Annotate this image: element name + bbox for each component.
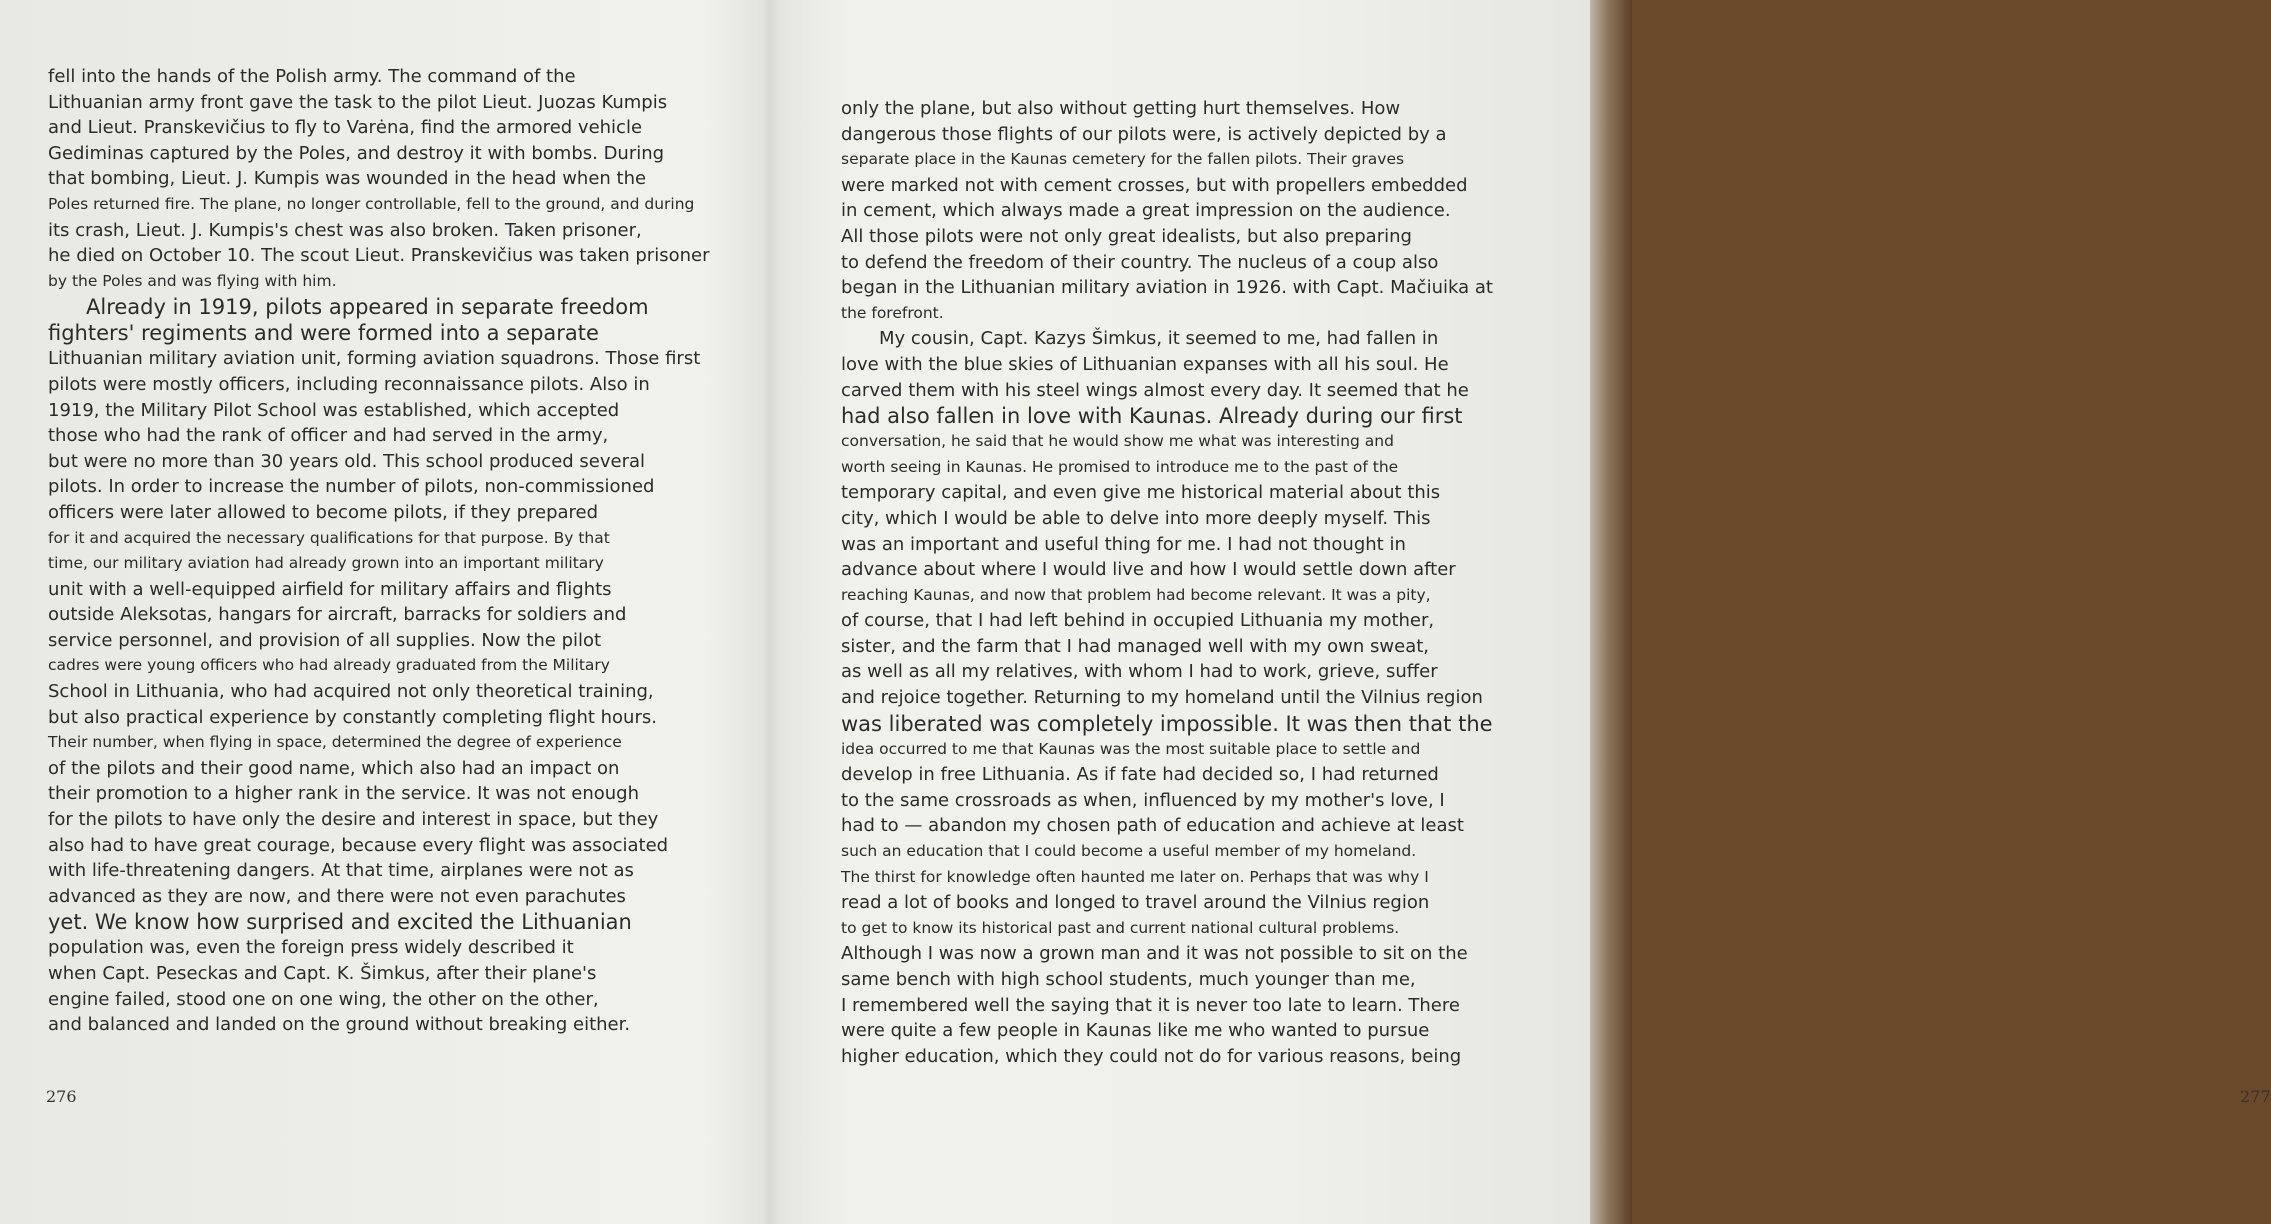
left-page-text bbox=[48, 64, 710, 1038]
text-line: such an education that I could become a useful member of my homeland. bbox=[841, 842, 1417, 861]
text-line: My cousin, Capt. Kazys Šimkus, it seemed to me, had fallen in bbox=[879, 328, 1439, 350]
text-line: to defend the freedom of their country. The nucleus of a coup also bbox=[841, 251, 1439, 273]
text-line: pilots were mostly officers, including reconnaissance pilots. Also in bbox=[48, 373, 650, 395]
text-line: only the plane, but also without getting hurt themselves. How bbox=[841, 98, 1401, 119]
text-line: fighters' regiments and were formed into a separate bbox=[48, 321, 599, 346]
text-line: conversation, he said that he would show me what was interesting and bbox=[841, 432, 1394, 451]
text-line: had also fallen in love with Kaunas. Already during our first bbox=[841, 404, 1463, 429]
right-page-number: 277 bbox=[2240, 1087, 2271, 1106]
left-page bbox=[0, 0, 765, 1224]
text-line: cadres were young officers who had already graduated from the Military bbox=[48, 656, 610, 675]
text-line: Lithuanian military aviation unit, forming aviation squadrons. Those first bbox=[48, 348, 701, 370]
text-line: population was, even the foreign press widely described it bbox=[48, 937, 574, 959]
text-line: advance about where I would live and how I would settle down after bbox=[841, 559, 1456, 581]
text-line: outside Aleksotas, hangars for aircraft, barracks for soldiers and bbox=[48, 604, 627, 626]
text-line: fell into the hands of the Polish army. The command of the bbox=[48, 66, 576, 87]
text-line: 1919, the Military Pilot School was established, which accepted bbox=[48, 399, 620, 421]
text-line: time, our military aviation had already grown into an important military bbox=[48, 554, 604, 573]
text-line: those who had the rank of officer and had served in the army, bbox=[48, 425, 609, 447]
text-line: that bombing, Lieut. J. Kumpis was wounded in the head when the bbox=[48, 168, 647, 190]
text-line: Although I was now a grown man and it was not possible to sit on the bbox=[841, 943, 1468, 965]
book-edge bbox=[1590, 0, 1632, 1224]
text-line: and balanced and landed on the ground without breaking either. bbox=[48, 1014, 631, 1036]
text-line: as well as all my relatives, with whom I had to work, grieve, suffer bbox=[841, 661, 1438, 683]
text-line: were quite a few people in Kaunas like me who wanted to pursue bbox=[841, 1020, 1430, 1042]
text-line: School in Lithuania, who had acquired not only theoretical training, bbox=[48, 681, 654, 703]
text-line: had to — abandon my chosen path of education and achieve at least bbox=[841, 815, 1464, 837]
text-line: idea occurred to me that Kaunas was the most suitable place to settle and bbox=[841, 739, 1421, 758]
text-line: love with the blue skies of Lithuanian expanses with all his soul. He bbox=[841, 353, 1449, 375]
text-line: but also practical experience by constantly completing flight hours. bbox=[48, 706, 657, 728]
text-line: sister, and the farm that I had managed well with my own sweat, bbox=[841, 635, 1430, 657]
text-line: the forefront. bbox=[841, 303, 944, 322]
text-line: their promotion to a higher rank in the service. It was not enough bbox=[48, 783, 640, 805]
text-line: for it and acquired the necessary qualifications for that purpose. By that bbox=[48, 528, 610, 547]
text-line: Their number, when flying in space, determined the degree of experience bbox=[48, 733, 622, 752]
text-line: to the same crossroads as when, influenced by my mother's love, I bbox=[841, 789, 1445, 811]
text-line: and Lieut. Pranskevičius to fly to Varėna, find the armored vehicle bbox=[48, 117, 643, 139]
text-line: Gediminas captured by the Poles, and destroy it with bombs. During bbox=[48, 142, 665, 164]
text-line: pilots. In order to increase the number of pilots, non-commissioned bbox=[48, 476, 655, 498]
text-line: yet. We know how surprised and excited the Lithuanian bbox=[48, 910, 632, 935]
text-line: same bench with high school students, much younger than me, bbox=[841, 969, 1416, 990]
left-page-number: 276 bbox=[46, 1087, 77, 1106]
right-page-text bbox=[841, 96, 1493, 1069]
text-line: also had to have great courage, because every flight was associated bbox=[48, 834, 669, 856]
text-line: All those pilots were not only great idealists, but also preparing bbox=[841, 225, 1412, 247]
text-line: he died on October 10. The scout Lieut. Pranskevičius was taken prisoner bbox=[48, 245, 710, 267]
text-line: by the Poles and was flying with him. bbox=[48, 271, 337, 290]
text-line: but were no more than 30 years old. This school produced several bbox=[48, 450, 646, 472]
text-line: began in the Lithuanian military aviation in 1926. with Capt. Mačiuika at bbox=[841, 277, 1493, 299]
text-line: worth seeing in Kaunas. He promised to introduce me to the past of the bbox=[841, 457, 1399, 476]
text-line: carved them with his steel wings almost every day. It seemed that he bbox=[841, 379, 1469, 401]
text-line: for the pilots to have only the desire and interest in space, but they bbox=[48, 809, 659, 831]
text-line: of the pilots and their good name, which also had an impact on bbox=[48, 757, 620, 779]
text-line: officers were later allowed to become pilots, if they prepared bbox=[48, 501, 599, 523]
text-line: temporary capital, and even give me historical material about this bbox=[841, 482, 1441, 504]
text-line: and rejoice together. Returning to my homeland until the Vilnius region bbox=[841, 687, 1483, 709]
text-line: Poles returned fire. The plane, no longer controllable, fell to the ground, and during bbox=[48, 194, 695, 213]
text-line: reaching Kaunas, and now that problem had become relevant. It was a pity, bbox=[841, 585, 1431, 604]
text-line: read a lot of books and longed to travel around the Vilnius region bbox=[841, 892, 1430, 914]
text-line: develop in free Lithuania. As if fate had decided so, I had returned bbox=[841, 764, 1439, 786]
text-line: Lithuanian army front gave the task to the pilot Lieut. Juozas Kumpis bbox=[48, 91, 668, 113]
text-line: of course, that I had left behind in occupied Lithuania my mother, bbox=[841, 610, 1435, 632]
text-line: its crash, Lieut. J. Kumpis's chest was also broken. Taken prisoner, bbox=[48, 219, 642, 241]
text-line: city, which I would be able to delve into more deeply myself. This bbox=[841, 507, 1431, 529]
text-line: Already in 1919, pilots appeared in separate freedom bbox=[86, 295, 649, 320]
text-line: advanced as they are now, and there were not even parachutes bbox=[48, 885, 626, 907]
text-line: in cement, which always made a great impression on the audience. bbox=[841, 200, 1451, 222]
text-line: separate place in the Kaunas cemetery for the fallen pilots. Their graves bbox=[841, 150, 1405, 169]
text-line: unit with a well-equipped airfield for military affairs and flights bbox=[48, 578, 612, 600]
text-line: I remembered well the saying that it is never too late to learn. There bbox=[841, 994, 1460, 1016]
text-line: higher education, which they could not do for various reasons, being bbox=[841, 1045, 1462, 1067]
text-line: engine failed, stood one on one wing, the other on the other, bbox=[48, 988, 599, 1010]
text-line: to get to know its historical past and current national cultural problems. bbox=[841, 918, 1400, 937]
text-line: with life-threatening dangers. At that time, airplanes were not as bbox=[48, 860, 634, 882]
text-line: dangerous those flights of our pilots were, is actively depicted by a bbox=[841, 123, 1447, 145]
text-line: service personnel, and provision of all supplies. Now the pilot bbox=[48, 629, 602, 651]
text-line: was liberated was completely impossible. It was then that the bbox=[841, 711, 1493, 736]
text-line: was an important and useful thing for me. I had not thought in bbox=[841, 533, 1406, 555]
text-line: were marked not with cement crosses, but with propellers embedded bbox=[841, 174, 1468, 196]
text-line: The thirst for knowledge often haunted me later on. Perhaps that was why I bbox=[841, 867, 1429, 886]
text-line: when Capt. Peseckas and Capt. K. Šimkus, after their plane's bbox=[48, 963, 597, 984]
